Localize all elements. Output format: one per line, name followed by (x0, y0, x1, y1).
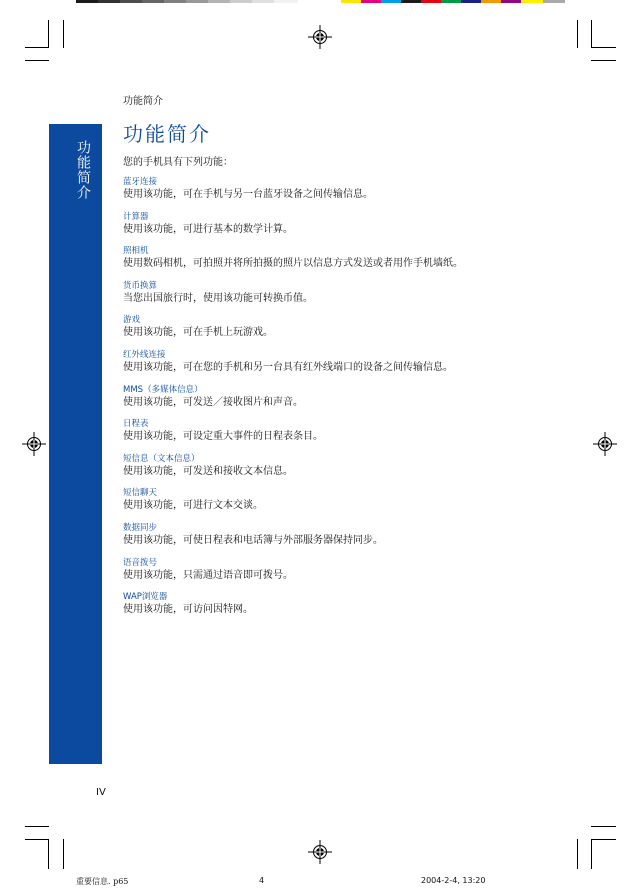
list-item (123, 522, 593, 557)
list-item (123, 418, 593, 453)
crop-mark (63, 839, 64, 869)
crop-mark (591, 20, 592, 48)
feature-description: 使用该功能，可设定重大事件的日程表条目。 (123, 431, 323, 443)
feature-description: 使用该功能，可在手机与另一台蓝牙设备之间传输信息。 (123, 189, 373, 200)
feature-description: 使用该功能，可发送和接收文本信息。 (123, 465, 293, 477)
feature-title: 短信息（文本信息） (123, 453, 200, 464)
section-header-label: 功能简介 (123, 96, 163, 107)
feature-title: 蓝牙连接 (123, 177, 158, 187)
feature-list (123, 176, 593, 626)
crop-mark (577, 839, 578, 869)
crop-mark (48, 839, 49, 869)
list-item (123, 487, 593, 522)
intro-text: 您的手机具有下列功能： (123, 157, 233, 168)
color-calibration-bar (341, 0, 565, 3)
feature-description: 使用该功能，可使日程表和电话簿与外部服务器保持同步。 (123, 534, 383, 546)
feature-description: 使用该功能，可访问因特网。 (123, 604, 253, 616)
registration-mark-icon (308, 25, 332, 49)
list-item (123, 557, 593, 592)
feature-description: 使用数码相机，可拍照并将所拍摄的照片以信息方式发送或者用作手机墙纸。 (123, 258, 463, 270)
crop-mark (591, 839, 616, 840)
feature-title: 短信聊天 (123, 488, 158, 499)
crop-mark (591, 47, 616, 48)
feature-description: 使用该功能，可进行基本的数学计算。 (123, 223, 293, 235)
crop-mark (591, 826, 616, 827)
crop-mark (591, 839, 592, 869)
crop-mark (25, 60, 49, 61)
feature-title: 照相机 (123, 246, 149, 257)
feature-description: 使用该功能，只需通过语音即可拨号。 (123, 569, 293, 581)
list-item (123, 314, 593, 349)
feature-description: 使用该功能，可进行文本交谈。 (123, 500, 263, 512)
footer-page: 4 (259, 876, 265, 885)
feature-description: 当您出国旅行时，使用该功能可转换币值。 (123, 292, 313, 304)
registration-mark-icon (308, 840, 332, 864)
feature-description: 使用该功能，可在手机上玩游戏。 (123, 327, 273, 339)
list-item (123, 280, 593, 315)
feature-description: 使用该功能，可在您的手机和另一台具有红外线端口的设备之间传输信息。 (123, 361, 453, 373)
list-item (123, 245, 593, 280)
list-item (123, 176, 593, 211)
feature-title: 游戏 (123, 315, 141, 326)
chapter-tab-label: 功能简介 (75, 140, 91, 200)
footer-file-name: 重要信息. p65 (76, 877, 129, 886)
crop-mark (48, 20, 49, 48)
list-item (123, 453, 593, 488)
list-item (123, 384, 593, 419)
crop-mark (25, 826, 49, 827)
list-item (123, 211, 593, 246)
page-number: IV (96, 787, 106, 798)
feature-title: 红外线连接 (123, 349, 166, 360)
page-title: 功能简介 (123, 122, 211, 146)
footer-timestamp: 2004-2-4, 13:20 (421, 876, 486, 885)
list-item (123, 591, 593, 626)
feature-description: 使用该功能，可发送／接收图片和声音。 (123, 396, 303, 408)
feature-title: 数据同步 (123, 522, 158, 533)
feature-title: 货币换算 (123, 280, 158, 291)
crop-mark (577, 20, 578, 48)
gray-scale-bar (76, 0, 298, 3)
crop-mark (25, 839, 49, 840)
feature-title: 计算器 (123, 211, 149, 222)
crop-mark (591, 60, 616, 61)
feature-title: 日程表 (123, 419, 149, 430)
feature-title: 语音拨号 (123, 557, 158, 568)
registration-mark-icon (22, 432, 46, 456)
feature-title: WAP浏览器 (123, 592, 168, 603)
crop-mark (63, 20, 64, 48)
feature-title: MMS（多媒体信息） (123, 384, 203, 395)
chapter-tab (49, 124, 102, 764)
crop-mark (25, 47, 49, 48)
registration-mark-icon (593, 432, 617, 456)
list-item (123, 349, 593, 384)
